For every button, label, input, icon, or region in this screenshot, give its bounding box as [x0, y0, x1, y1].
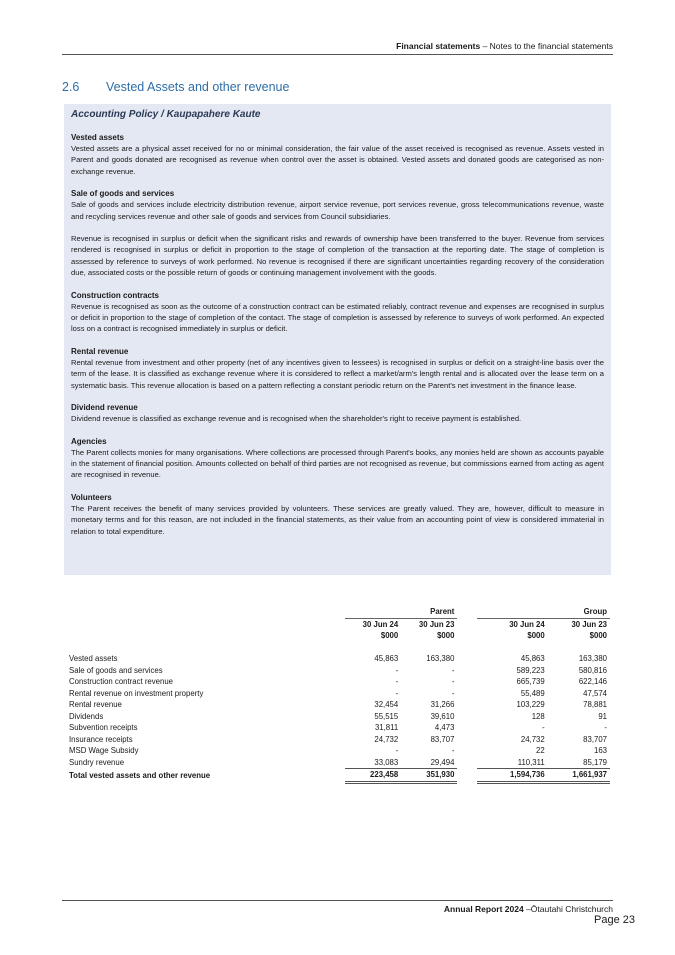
policy-paragraph: The Parent receives the benefit of many services provided by volunteers. These services are greatly valued. They are, however, difficult to measure in monetary terms and for this reason, are not included in the financial statements, as their value from an accounting point of view is considered immaterial in relation to total expenditure. — [71, 503, 604, 536]
row-value: - — [395, 665, 399, 675]
row-value: 589,223 — [516, 665, 545, 675]
header-subtitle: – Notes to the financial statements — [480, 41, 613, 51]
row-value: 103,229 — [516, 700, 545, 710]
table-column-row — [66, 618, 610, 630]
total-value: 351,930 — [401, 769, 457, 783]
column-header: 30 Jun 23 — [571, 619, 607, 629]
unit-header: $000 — [437, 631, 455, 641]
row-value: 45,863 — [520, 654, 545, 664]
row-value: - — [395, 688, 399, 698]
unit-header: $000 — [527, 631, 545, 641]
row-value: 31,266 — [430, 700, 455, 710]
policy-paragraph: Vested assets are a physical asset received for no or minimal consideration, the fair value of the asset received is recognised as revenue. Assets vested in Parent and goods donated are recognised as revenue when control over the asset is obtained. Vested assets and donated goods are categorised as non-exchange revenue. — [71, 144, 604, 176]
row-label: Insurance receipts — [69, 734, 133, 744]
footer-title: Annual Report 2024 — [443, 904, 524, 914]
policy-heading: Rental revenue — [71, 346, 129, 356]
row-label: Vested assets — [69, 654, 118, 664]
row-value: - — [542, 723, 545, 733]
table-group-row — [66, 606, 610, 618]
table-body — [66, 653, 610, 769]
row-value: 163 — [593, 746, 607, 756]
header-title: Financial statements — [396, 41, 481, 51]
row-label: Sale of goods and services — [69, 665, 163, 675]
row-value: - — [451, 746, 455, 756]
table-row — [66, 757, 610, 769]
table-row — [66, 699, 610, 711]
row-value: 4,473 — [434, 723, 455, 733]
row-value: 24,732 — [520, 734, 545, 744]
table-row — [66, 711, 610, 723]
group-header-parent: Parent — [345, 606, 457, 618]
row-value: 55,489 — [520, 688, 545, 698]
total-value: 1,661,937 — [548, 769, 610, 783]
unit-header: $000 — [380, 631, 399, 641]
unit-header: $000 — [589, 631, 607, 641]
policy-paragraph: The Parent collects monies for many organisations. Where collections are processed through Parent's books, any monies held are shown as accounts payable in the statement of financial position. Amounts collected on behalf of third parties are not recognised as revenue, but commissions earned from acting as agent are recognised in revenue. — [71, 447, 604, 480]
total-label: Total vested assets and other revenue — [69, 770, 211, 780]
policy-title: Accounting Policy / Kaupapahere Kaute — [71, 109, 261, 120]
table-row — [66, 653, 610, 665]
table-unit-row — [66, 630, 610, 642]
row-value: 24,732 — [374, 734, 399, 744]
accounting-policy-box — [64, 104, 611, 575]
row-value: 83,707 — [430, 734, 455, 744]
row-value: 47,574 — [583, 688, 607, 698]
table-row — [66, 734, 610, 746]
policy-paragraph: Sale of goods and services include electricity distribution revenue, airport service revenue, port services revenue, gross telecommunications revenue, waste and recycling services revenue and other sale of goods and services from Council subsidiaries. — [71, 200, 604, 221]
policy-paragraph: Revenue is recognised in surplus or deficit when the significant risks and rewards of ownership have been transferred to the buyer. Revenue from services rendered is recognised in surplus or deficit in proportion to the stage of completion of the transaction at the reporting date. The stage of completion is assessed by reference to surveys of work performed. No revenue is recognised if there are significant uncertainties regarding recovery of the consideration due, associated costs or the possible return of goods or continuing management involvement with the goods. — [71, 234, 604, 278]
column-header: 30 Jun 24 — [362, 619, 399, 629]
footer-subtitle: –Ōtautahi Christchurch — [523, 904, 613, 914]
table-row — [66, 745, 610, 757]
table-row — [66, 676, 610, 688]
row-value: 128 — [531, 711, 545, 721]
row-label: MSD Wage Subsidy — [69, 746, 139, 756]
row-value: 91 — [598, 711, 607, 721]
row-value: 85,179 — [583, 757, 607, 767]
row-label: Subvention receipts — [69, 723, 138, 733]
row-value: 55,515 — [374, 711, 399, 721]
row-value: 78,881 — [583, 700, 607, 710]
table-total-row — [66, 769, 610, 783]
row-value: 580,816 — [578, 665, 607, 675]
policy-heading: Vested assets — [71, 133, 124, 142]
revenue-table — [66, 606, 610, 784]
row-label: Dividends — [69, 711, 104, 721]
page-header — [62, 40, 613, 55]
row-value: 110,311 — [517, 757, 545, 767]
policy-heading: Sale of goods and services — [71, 189, 175, 199]
row-value: 45,863 — [374, 654, 399, 664]
row-value: 29,494 — [430, 757, 455, 767]
row-label: Rental revenue on investment property — [69, 688, 204, 698]
row-label: Construction contract revenue — [69, 677, 174, 687]
row-label: Sundry revenue — [69, 758, 125, 767]
page-footer — [62, 900, 613, 914]
policy-paragraph: Rental revenue from investment and other property (net of any incentives given to lessees) is recognised in surplus or deficit on a straight-line basis over the term of the lease. It is classified as exchange revenue where it is considered to reflect a market/arm's length rental and is allocated over the lease term on a systematic basis. This revenue allocation is based on a pattern reflecting a constant periodic return on the Parent's net investment in the finance lease. — [71, 357, 604, 390]
table-row — [66, 722, 610, 734]
row-value: 33,083 — [374, 757, 399, 767]
group-header-group: Group — [477, 606, 610, 618]
row-value: 32,454 — [374, 700, 399, 710]
row-label: Rental revenue — [69, 700, 122, 710]
row-value: 622,146 — [578, 677, 607, 687]
row-value: 163,380 — [426, 654, 455, 664]
section-title: Vested Assets and other revenue — [106, 80, 290, 94]
row-value: 163,380 — [578, 654, 607, 664]
policy-paragraph: Revenue is recognised as soon as the outcome of a construction contract can be estimated reliably, contract revenue and expenses are recognised in surplus or deficit in proportion to the stage of completion of the contact. The stage of completion is assessed by reference to surveys of work performed. An expected loss on a contract is recognised immediately in surplus or deficit. — [71, 301, 604, 334]
row-value: 31,811 — [374, 723, 399, 733]
row-value: 83,707 — [583, 734, 607, 744]
row-value: - — [451, 677, 455, 687]
column-header: 30 Jun 23 — [418, 619, 455, 629]
row-value: 22 — [536, 746, 545, 756]
row-value: - — [395, 677, 399, 687]
row-value: - — [395, 746, 399, 756]
table-row — [66, 688, 610, 700]
section-number: 2.6 — [62, 80, 80, 94]
policy-heading: Construction contracts — [71, 290, 160, 300]
column-header: 30 Jun 24 — [509, 619, 545, 629]
row-value: - — [451, 688, 455, 698]
total-value: 223,458 — [345, 769, 401, 783]
policy-heading: Agencies — [71, 436, 107, 446]
policy-paragraph: Dividend revenue is classified as exchange revenue and is recognised when the shareholder's right to receive payment is established. — [71, 414, 522, 424]
policy-heading: Volunteers — [71, 492, 112, 502]
row-value: 665,739 — [516, 677, 545, 687]
row-value: - — [604, 723, 607, 733]
section-heading — [62, 80, 289, 94]
row-value: 39,610 — [430, 711, 455, 721]
row-value: - — [451, 665, 455, 675]
policy-heading: Dividend revenue — [71, 403, 138, 413]
table-row — [66, 665, 610, 677]
total-value: 1,594,736 — [477, 769, 547, 783]
page-number: Page 23 — [594, 914, 635, 926]
